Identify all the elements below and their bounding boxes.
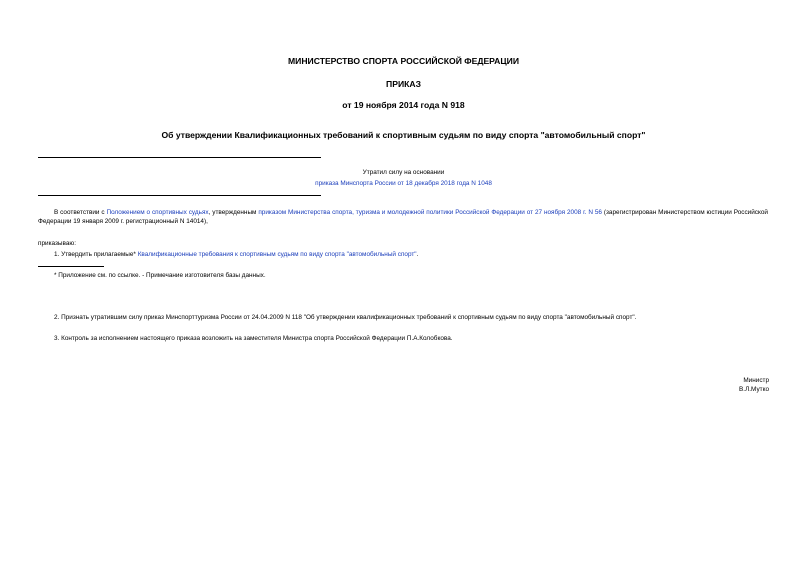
item-3: 3. Контроль за исполнением настоящего приказа возложить на заместителя Министра спорта Российской Федерации П.А.Колобкова. (54, 335, 453, 342)
bottom-rule (38, 195, 321, 196)
order-word: приказываю: (38, 240, 76, 247)
footnote-rule (38, 266, 104, 267)
ministry-title: МИНИСТЕРСТВО СПОРТА РОССИЙСКОЙ ФЕДЕРАЦИИ (287, 56, 519, 66)
doc-type: ПРИКАЗ (386, 79, 421, 89)
expired-note: Утратил силу на основании (362, 169, 445, 176)
requirements-link[interactable]: Квалификационные требования к спортивным судьям по виду спорта "автомобильный спорт" (137, 251, 417, 258)
item-1-prefix: 1. Утвердить прилагаемые* (54, 251, 138, 258)
expired-link[interactable]: приказа Минспорта России от 18 декабря 2018 года N 1048 (315, 180, 492, 187)
doc-title: Об утверждении Квалификационных требований к спортивным судьям по виду спорта "автомобильный спорт" (161, 130, 646, 140)
preamble-text-2: , утвержденным (208, 209, 259, 216)
preamble-text-1: В соответствии с (54, 209, 107, 216)
signature-position: Министр (743, 377, 769, 384)
preamble-text-3: (зарегистрирован Министерством юстиции Российской Федерации 19 января 2009 г. регистрационный N 14014), (38, 209, 768, 225)
signature-name: В.Л.Мутко (739, 386, 769, 393)
ministry-order-link[interactable]: приказом Министерства спорта, туризма и молодежной политики Российской Федерации от 27 ноября 2008 г. N 56 (258, 209, 602, 216)
regulation-link[interactable]: Положением о спортивных судьях (106, 209, 209, 216)
item-1-suffix: . (416, 251, 419, 258)
doc-date: от 19 ноября 2014 года N 918 (342, 100, 465, 110)
preamble (38, 208, 768, 226)
item-1 (54, 250, 768, 259)
footnote: * Приложение см. по ссылке. - Примечание изготовителя базы данных. (54, 272, 266, 279)
top-rule (38, 157, 321, 158)
item-2: 2. Признать утратившим силу приказ Минспорттуризма России от 24.04.2009 N 118 "Об утверждении квалификационных требований к спортивным судьям по виду спорта "автомобильный спорт". (54, 314, 637, 321)
